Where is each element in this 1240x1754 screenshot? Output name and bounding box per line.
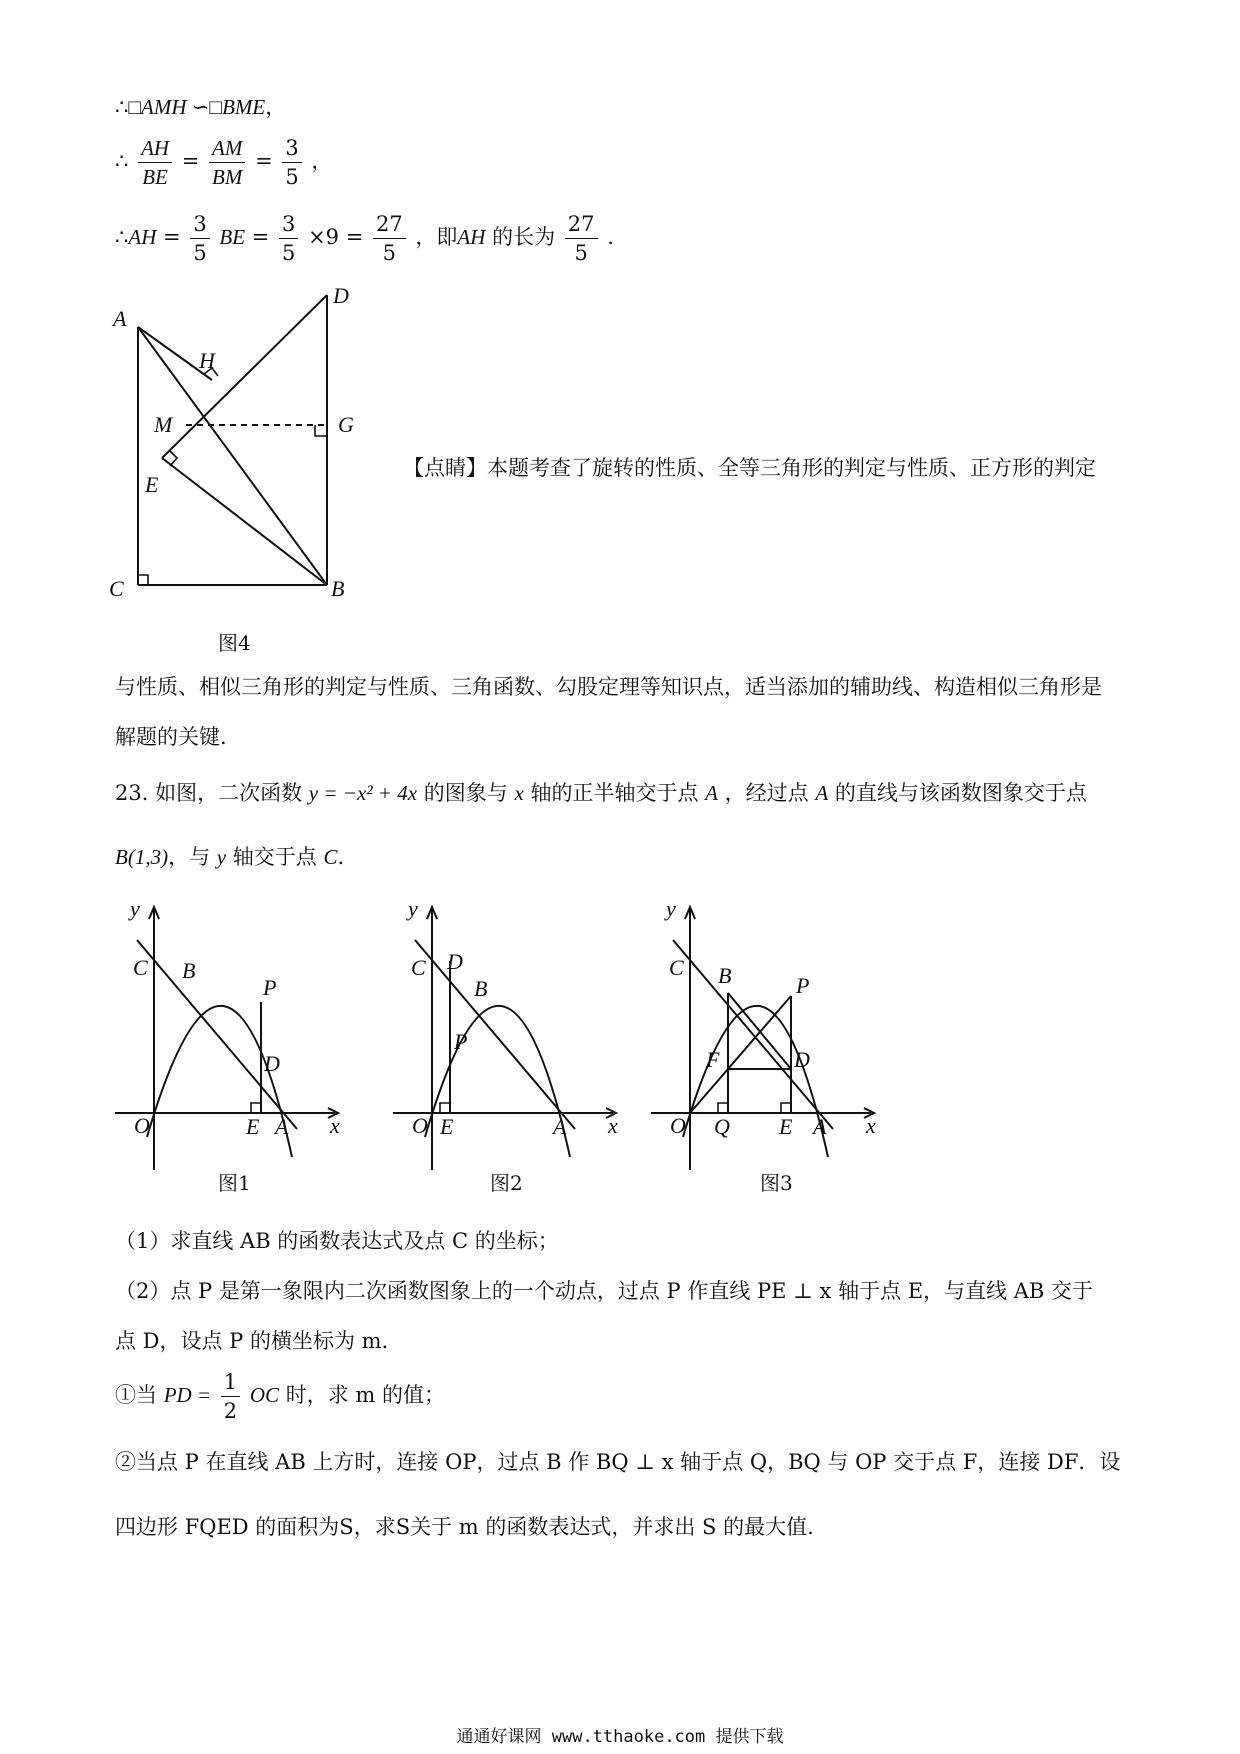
fig4-label-c: C	[109, 576, 124, 601]
svg-text:y: y	[666, 896, 676, 921]
svg-text:D: D	[794, 1047, 810, 1072]
svg-text:A: A	[553, 1114, 567, 1139]
svg-text:P: P	[454, 1029, 468, 1054]
svg-text:P: P	[796, 973, 810, 998]
proof-line-2: ∴ $\frac{AH}{BE}$ = $\frac{AM}{BM}$ = $\frac{3}{5}$ ，	[115, 136, 333, 189]
proof-line-1: ∴□AMH ∽□BME，	[115, 95, 287, 119]
svg-text:P: P	[263, 975, 277, 1000]
graph-2-caption: 图2	[490, 1171, 523, 1195]
fraction-3-5-b: $\frac{3}{5}$	[279, 210, 298, 267]
svg-text:x: x	[866, 1113, 876, 1138]
comment-line-3: 解题的关键.	[115, 725, 227, 749]
fraction-27-5-b: $\frac{27}{5}$	[565, 210, 598, 267]
graph-3-caption: 图3	[760, 1171, 793, 1195]
svg-text:C: C	[133, 955, 148, 980]
fraction-ah-be: $\frac{AH}{BE}$	[138, 134, 172, 191]
comment-line-2: 与性质、相似三角形的判定与性质、三角函数、勾股定理等知识点，适当添加的辅助线、构造相似三角形是	[115, 675, 1102, 699]
svg-text:O: O	[412, 1113, 428, 1138]
svg-text:F: F	[706, 1047, 720, 1072]
graph-1-caption: 图1	[218, 1171, 251, 1195]
fig4-label-h: H	[199, 348, 215, 373]
question-2-line-1: （2）点 P 是第一象限内二次函数图象上的一个动点，过点 P 作直线 PE ⊥ x 轴于点 E，与直线 AB 交于	[115, 1279, 1094, 1303]
svg-text:C: C	[411, 955, 426, 980]
svg-text:y: y	[130, 896, 140, 921]
svg-text:O: O	[670, 1113, 686, 1138]
svg-text:E: E	[440, 1114, 454, 1139]
fig4-label-d: D	[333, 283, 349, 308]
fraction-27-5-a: $\frac{27}{5}$	[373, 210, 406, 267]
footer-credit: 通通好课网 www.tthaoke.com 提供下载	[456, 1727, 784, 1747]
fig4-label-e: E	[145, 472, 159, 497]
question-2-1: ①当 PD = $\frac{1}{2}$ OC 时，求 m 的值；	[115, 1370, 445, 1423]
svg-text:B: B	[182, 958, 196, 983]
fraction-3-5-a: $\frac{3}{5}$	[190, 210, 209, 267]
fig4-label-g: G	[338, 412, 354, 437]
fig4-label-a: A	[113, 306, 127, 331]
graph-2	[388, 895, 633, 1175]
similar-triangles-expr: □AMH ∽□BME	[128, 95, 266, 119]
quadratic-function: y = −x² + 4x	[308, 781, 418, 805]
question-2-2-line-2: 四边形 FQED 的面积为S，求S关于 m 的函数表达式，并求出 S 的最大值.	[115, 1515, 814, 1539]
proof-line-3: ∴AH = $\frac{3}{5}$ BE = $\frac{3}{5}$ ×9 = $\frac{27}{5}$ ，即AH 的长为 $\frac{27}{5}$ .	[115, 212, 614, 265]
svg-text:Q: Q	[714, 1114, 730, 1139]
svg-text:D: D	[264, 1051, 280, 1076]
question-2-line-2: 点 D，设点 P 的横坐标为 m．	[115, 1329, 403, 1353]
svg-text:y: y	[408, 896, 418, 921]
problem-23-line-1: 23. 如图，二次函数 y = −x² + 4x 的图象与 x 轴的正半轴交于点 A ，经过点 A 的直线与该函数图象交于点	[115, 781, 1087, 805]
svg-text:E: E	[779, 1114, 793, 1139]
figure-4-diagram	[105, 270, 385, 610]
graph-3	[646, 895, 891, 1175]
svg-text:O: O	[134, 1113, 150, 1138]
graph-1	[110, 895, 355, 1175]
problem-23-line-2: B(1,3)，与 y 轴交于点 C.	[115, 845, 345, 869]
svg-text:x: x	[608, 1113, 618, 1138]
figure-4-caption: 图4	[218, 631, 251, 655]
question-2-2-line-1: ②当点 P 在直线 AB 上方时，连接 OP，过点 B 作 BQ ⊥ x 轴于点 Q，BQ 与 OP 交于点 F，连接 DF．设	[115, 1450, 1121, 1474]
svg-text:C: C	[669, 955, 684, 980]
fraction-am-bm: $\frac{AM}{BM}$	[209, 134, 245, 191]
svg-text:A: A	[275, 1114, 289, 1139]
fraction-1-2: $\frac{1}{2}$	[221, 1368, 240, 1425]
svg-text:E: E	[246, 1114, 260, 1139]
fraction-3-5: $\frac{3}{5}$	[282, 134, 301, 191]
svg-text:D: D	[447, 949, 463, 974]
comment-line-1: 【点睛】本题考查了旋转的性质、全等三角形的判定与性质、正方形的判定	[403, 456, 1096, 480]
fig4-label-b: B	[331, 576, 345, 601]
point-b-coordinates: B(1,3)	[115, 845, 169, 869]
svg-text:B: B	[474, 976, 488, 1001]
fig4-label-m: M	[154, 412, 173, 437]
question-1: （1）求直线 AB 的函数表达式及点 C 的坐标；	[115, 1229, 559, 1253]
svg-text:A: A	[813, 1114, 827, 1139]
svg-text:x: x	[330, 1113, 340, 1138]
svg-text:B: B	[718, 963, 732, 988]
